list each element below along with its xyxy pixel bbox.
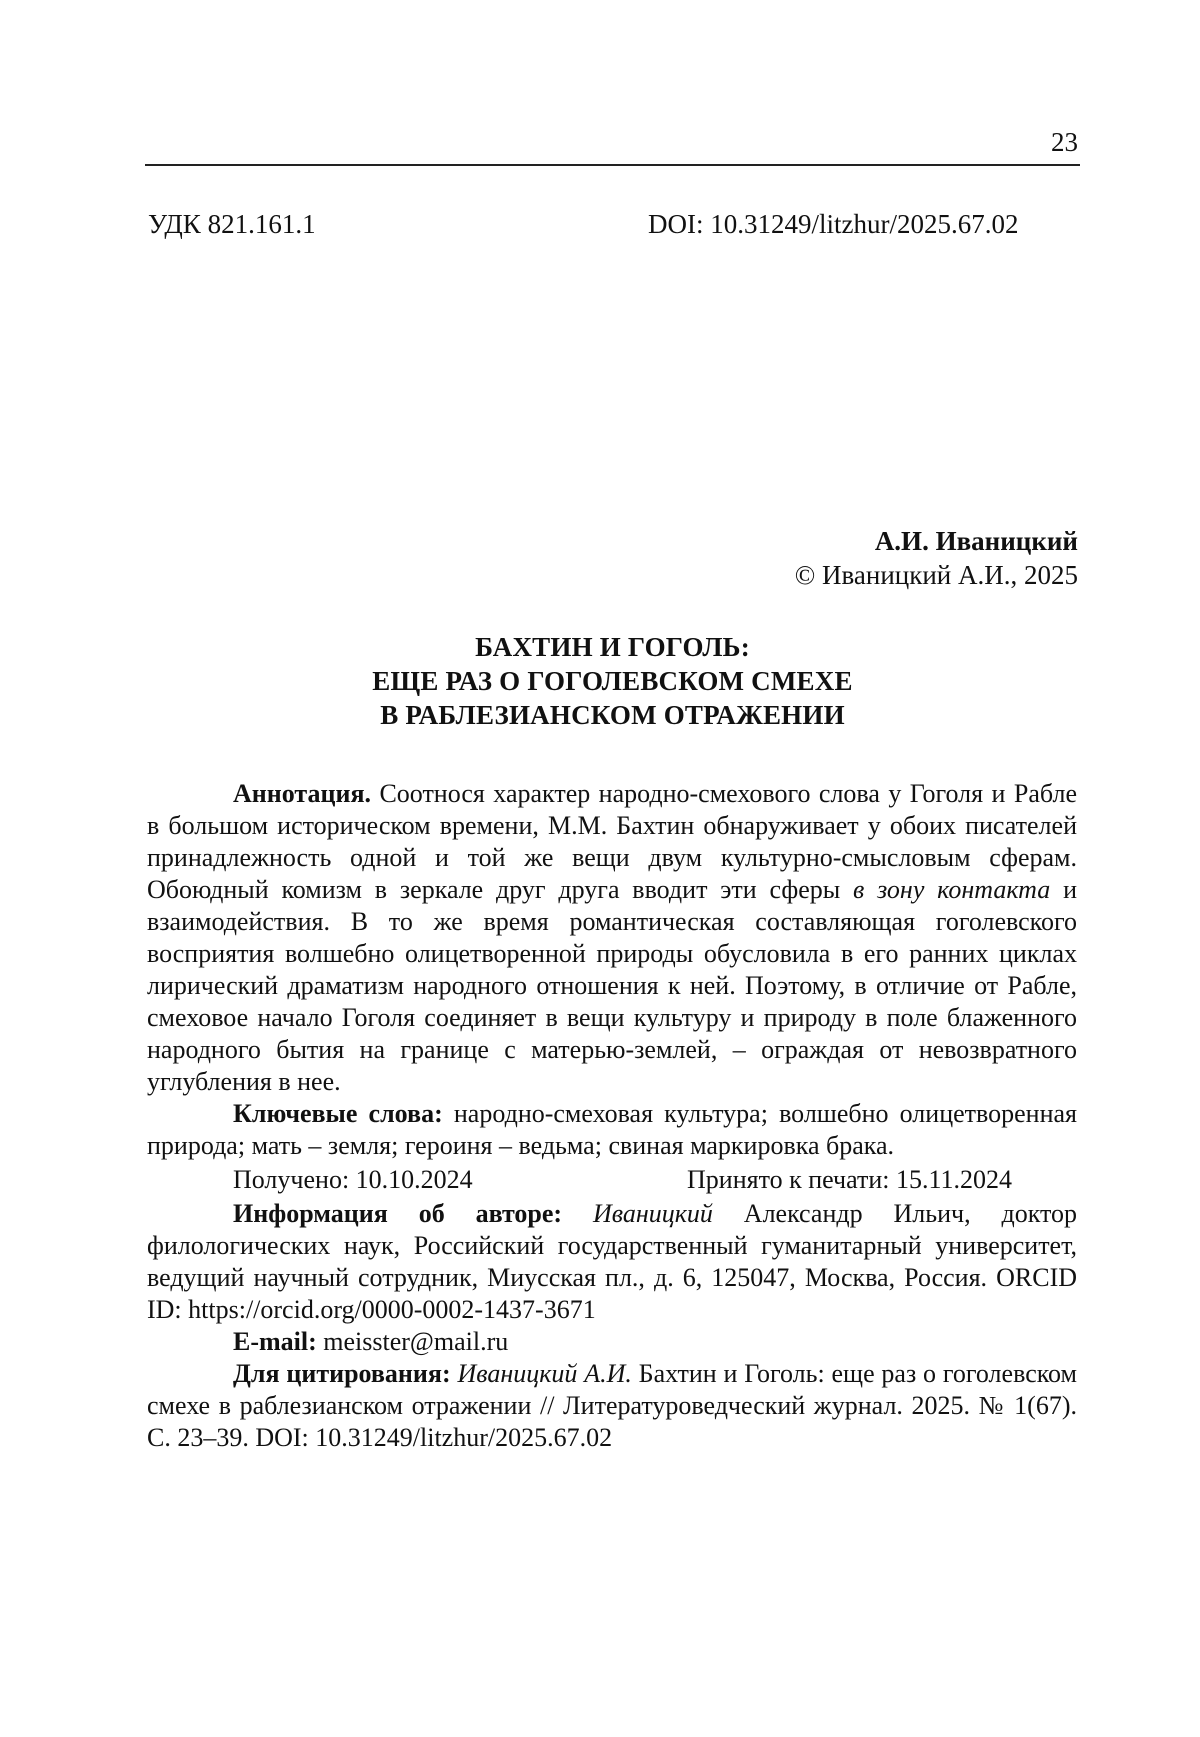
- keywords-label: Ключевые слова:: [233, 1099, 443, 1128]
- title-line: ЕЩЕ РАЗ О ГОГОЛЕВСКОМ СМЕХЕ: [372, 666, 853, 696]
- email-address[interactable]: meisster@mail.ru: [316, 1327, 509, 1356]
- dates: [147, 1164, 1077, 1198]
- citation-label: Для цитирования:: [233, 1359, 451, 1388]
- citation-text: Бахтин и Гоголь: еще раз о гоголевском смехе в раблезианском отражении // Литературоведческий журнал. 2025. № 1(67). С. 23–39. DOI: 10.31249/litzhur/2025.67.02: [147, 1359, 1078, 1452]
- author-info: [147, 1198, 1077, 1326]
- author-name: А.И. Иваницкий: [874, 526, 1078, 556]
- email: [147, 1326, 1077, 1358]
- keywords: [147, 1098, 1077, 1162]
- meta-line: [148, 207, 1068, 241]
- abstract: [147, 778, 1077, 1098]
- keywords-text: народно-смеховая культура; волшебно олицетворенная природа; мать – земля; героиня – ведьма; свиная маркировка брака.: [147, 1099, 1077, 1160]
- author-block: [795, 524, 1078, 592]
- received-date: Получено: 10.10.2024: [233, 1165, 473, 1194]
- author-info-text: Александр Ильич, доктор филологических наук, Российский государственный гуманитарный университет, ведущий научный сотрудник, Миусская пл., д. 6, 125047, Москва, Россия. ORCID ID: https://orcid.org/0000-0002-1437-3671: [147, 1199, 1077, 1324]
- citation-author: Иваницкий А.И.: [457, 1359, 632, 1388]
- abstract-text-end: и взаимодействия. В то же время романтическая составляющая гоголевского восприятия волшебно олицетворенной природы обусловила в его ранних циклах лирический драматизм народного отношения к ней. Поэтому, в отличие от Рабле, смеховое начало Гоголя соединяет в вещи культуру и природу в поле блаженного народного бытия на границе с матерью-землей, – ограждая от невозвратного углубления в нее.: [147, 875, 1077, 1096]
- author-info-surname: Иваницкий: [592, 1199, 713, 1228]
- page-number: 23: [1051, 127, 1078, 157]
- copyright: © Иваницкий А.И., 2025: [794, 560, 1078, 590]
- author-info-label: Информация об авторе:: [233, 1199, 563, 1228]
- doi: DOI: 10.31249/litzhur/2025.67.02: [648, 209, 1019, 239]
- title-line: БАХТИН И ГОГОЛЬ:: [475, 632, 750, 662]
- header-rule: [145, 164, 1080, 166]
- email-label: E-mail:: [233, 1327, 317, 1356]
- article-body: [147, 778, 1077, 1454]
- abstract-italic: в зону контакта: [853, 875, 1051, 904]
- title-line: В РАБЛЕЗИАНСКОМ ОТРАЖЕНИИ: [380, 700, 845, 730]
- article-title: [145, 630, 1080, 732]
- udk-code: УДК 821.161.1: [148, 209, 316, 239]
- abstract-text: Соотнося характер народно-смехового слова у Гоголя и Рабле в большом историческом времени, М.М. Бахтин обнаруживает у обоих писателей принадлежность одной и той же вещи двум культурно-смысловым сферам. Обоюдный комизм в зеркале друг друга вводит эти сферы: [147, 779, 1077, 904]
- citation: [147, 1358, 1077, 1454]
- accepted-date: Принято к печати: 15.11.2024: [687, 1165, 1012, 1194]
- abstract-label: Аннотация.: [233, 779, 372, 808]
